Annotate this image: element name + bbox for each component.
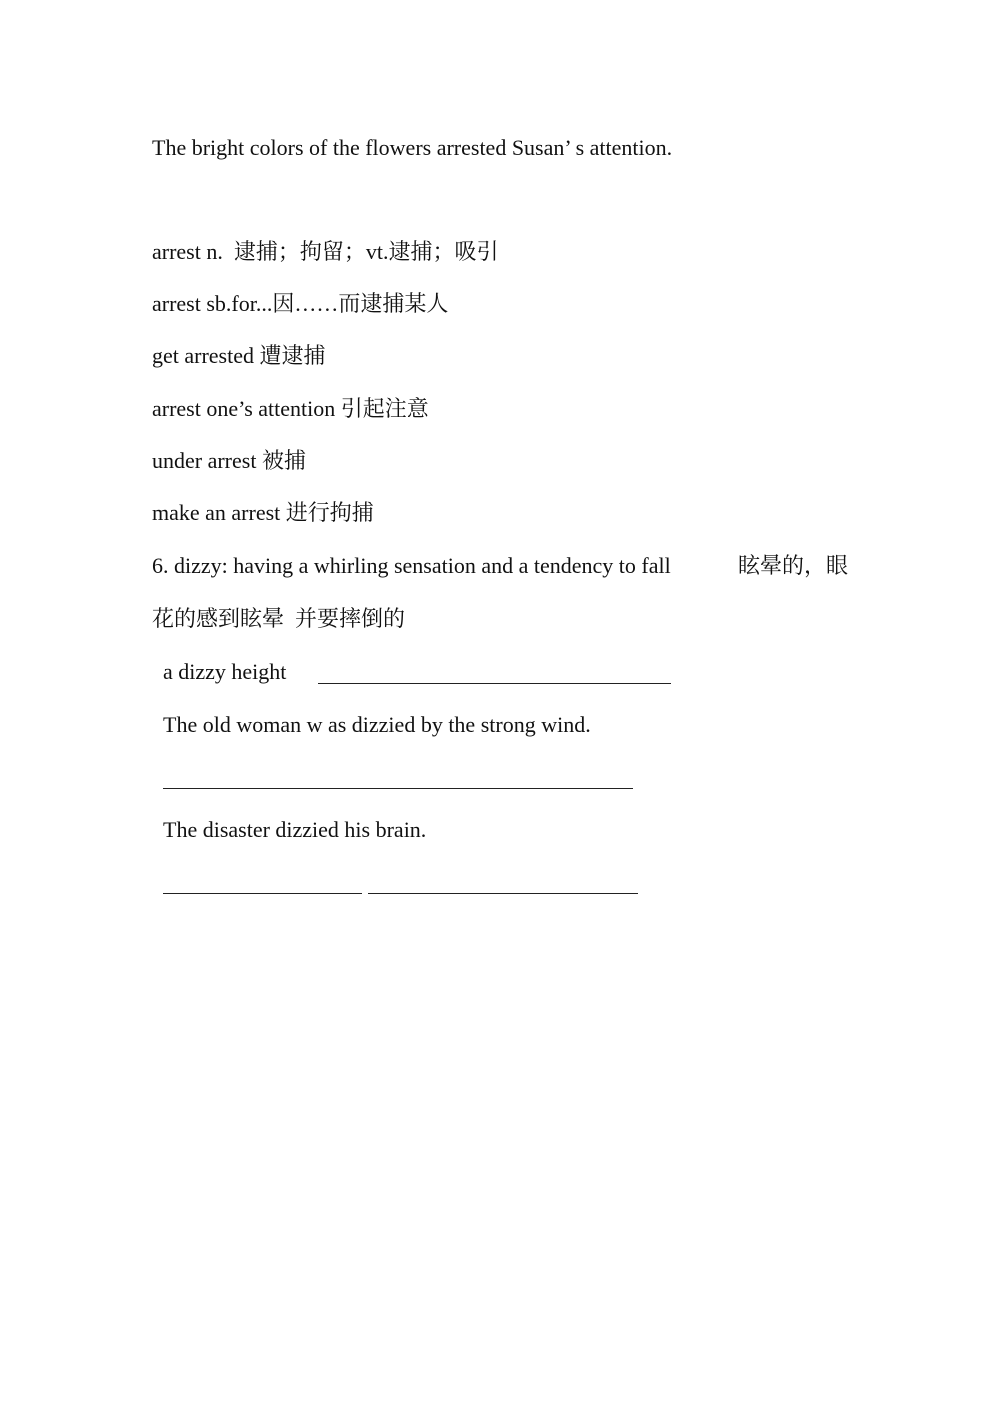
- answer-blank-dizzy-height: [318, 683, 671, 684]
- answer-blank-old-woman: [163, 788, 633, 789]
- answer-blank-disaster-part2: [368, 893, 638, 894]
- example-old-woman: The old woman w as dizzied by the strong wind.: [163, 712, 591, 737]
- phrase-get-arrested: get arrested 遭逮捕: [152, 343, 326, 368]
- dizzy-gloss-right: 眩晕的，眼: [738, 553, 849, 578]
- dizzy-gloss-continued: 花的感到眩晕 并要摔倒的: [152, 606, 406, 631]
- phrase-arrest-attention: arrest one’s attention 引起注意: [152, 396, 429, 421]
- dizzy-definition: 6. dizzy: having a whirling sensation and a tendency to fall: [152, 553, 671, 578]
- phrase-arrest-for: arrest sb.for...因……而逮捕某人: [152, 291, 449, 316]
- example-sentence-arrest: The bright colors of the flowers arrested Susan’ s attention.: [152, 135, 673, 160]
- phrase-under-arrest: under arrest 被捕: [152, 448, 306, 473]
- example-dizzy-height: a dizzy height: [163, 659, 287, 684]
- answer-blank-disaster-part1: [163, 893, 362, 894]
- phrase-make-arrest: make an arrest 进行拘捕: [152, 500, 374, 525]
- example-disaster: The disaster dizzied his brain.: [163, 817, 427, 842]
- arrest-definition: arrest n. 逮捕；拘留；vt.逮捕；吸引: [152, 239, 499, 264]
